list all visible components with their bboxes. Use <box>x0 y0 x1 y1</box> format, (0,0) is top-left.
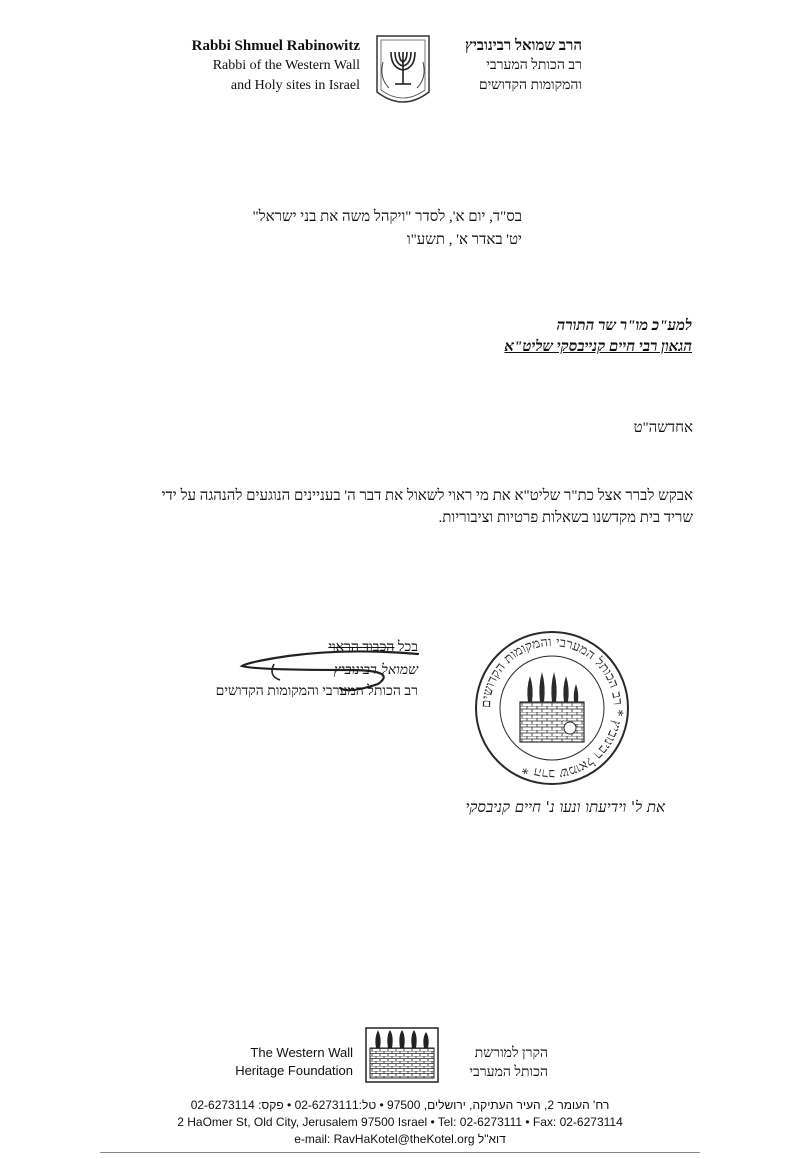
title-hebrew-line2: והמקומות הקדושים <box>478 78 582 93</box>
addressee-name: הגאון רבי חיים קנייבסקי שליט"א <box>504 339 692 355</box>
footer-address <box>100 1097 700 1148</box>
closing-prefix: בכל <box>394 640 418 655</box>
rabbi-name-hebrew: הרב שמואל רבינוביץ <box>465 38 582 54</box>
dateline <box>100 206 522 252</box>
address-english: 2 HaOmer St, Old City, Jerusalem 97500 Israel • Tel: 02-6273111 • Fax: 02-6273114 <box>177 1115 623 1129</box>
body-line2: שריד בית מקדשנו בשאלות פרטיות וציבוריות. <box>438 510 693 526</box>
addressee <box>300 316 692 358</box>
dateline-date: יט' באדר א' , תשע"ו <box>406 232 522 248</box>
footer-foundation-english <box>200 1044 353 1080</box>
foundation-hebrew-line2: הכותל המערבי <box>469 1065 548 1080</box>
body-line1: אבקש לברר אצל כת"ר שליט"א את מי ראוי לשאול את דבר ה' בעניינים הנוגעים להנהגה על ידי <box>161 488 693 504</box>
title-english-line2: and Holy sites in Israel <box>230 78 360 93</box>
letterhead-hebrew <box>420 36 582 96</box>
dateline-parasha: בס"ד, יום א', לסדר "ויקהל משה את בני ישראל" <box>252 209 522 225</box>
signature-title: רב הכותל המערבי והמקומות הקדושים <box>215 684 418 699</box>
footer-email: e-mail: RavHaKotel@theKotel.org דוא"ל <box>294 1132 506 1146</box>
letterhead-english <box>150 36 360 96</box>
foundation-name-line1: The Western Wall <box>250 1045 353 1060</box>
closing-struck: הכבוד הראוי <box>328 640 395 655</box>
signature-block <box>150 637 418 703</box>
letter-body <box>100 485 693 529</box>
title-english-line1: Rabbi of the Western Wall <box>212 58 360 73</box>
bottom-divider <box>100 1152 700 1153</box>
addressee-honorific: למע"כ מו"ר שר התורה <box>556 318 692 334</box>
western-wall-icon <box>520 672 584 742</box>
handwritten-note: את ל' וידיעתו ונעו נ' חיים קניבסקי <box>465 798 665 816</box>
closing-line <box>150 637 418 659</box>
western-wall-logo-icon <box>364 1026 440 1084</box>
foundation-hebrew-line1: הקרן למורשת <box>474 1046 548 1061</box>
signature-name: שמואל רבינוביץ <box>333 662 418 678</box>
address-hebrew: רח' העומר 2, העיר העתיקה, ירושלים, 97500 • טל:02-6273111 • פקס: 02-6273114 <box>190 1098 610 1112</box>
footer-foundation-hebrew <box>448 1044 548 1082</box>
greeting: אחדשה"ט <box>633 420 693 436</box>
stamp-ring-text: הרב שמואל רבינוביץ * רב הכותל המערבי והמקומות הקדושים * <box>478 634 626 782</box>
foundation-name-line2: Heritage Foundation <box>235 1063 353 1078</box>
rabbi-name-english: Rabbi Shmuel Rabinowitz <box>191 38 360 54</box>
rabbinical-seal-stamp <box>472 628 632 788</box>
title-hebrew-line1: רב הכותל המערבי <box>486 58 582 73</box>
